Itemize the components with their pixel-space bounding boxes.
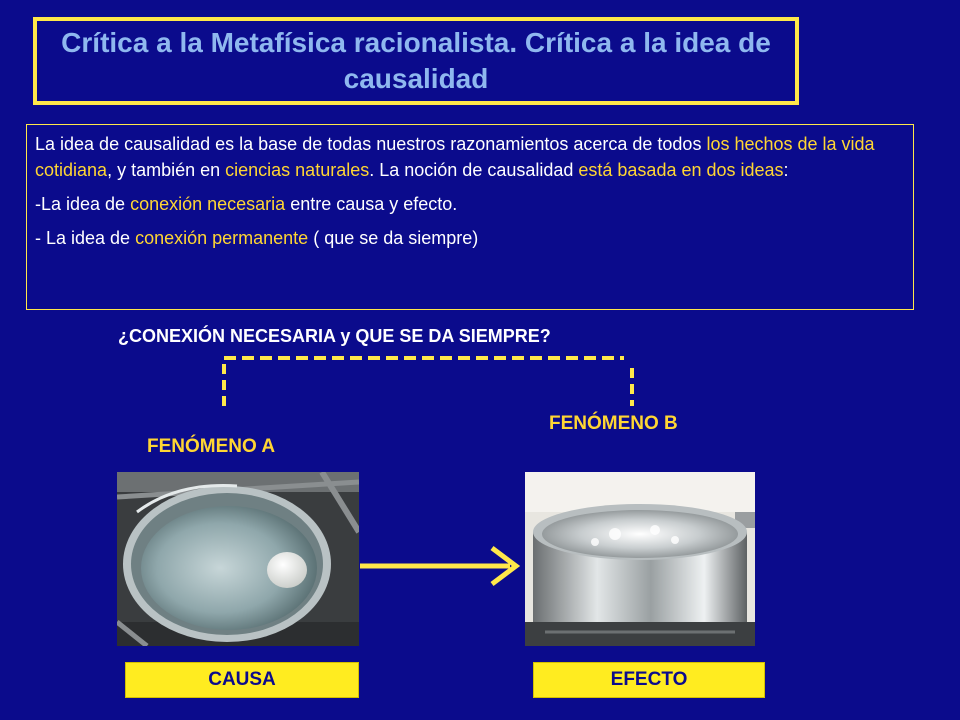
cause-label: CAUSA bbox=[125, 662, 359, 698]
intro-text-1: La idea de causalidad es la base de todas nuestros razonamientos acerca de todos bbox=[35, 134, 707, 154]
highlight-permanent-connection: conexión permanente bbox=[135, 228, 309, 248]
idea2-text-2: ( que se da siempre) bbox=[308, 228, 479, 248]
connection-question: ¿CONEXIÓN NECESARIA y QUE SE DA SIEMPRE? bbox=[118, 326, 551, 346]
boiling-water-photo bbox=[525, 472, 755, 646]
pot-with-egg-photo bbox=[117, 472, 359, 646]
effect-label: EFECTO bbox=[533, 662, 765, 698]
intro-text-3: . La noción de causalidad bbox=[369, 160, 579, 180]
highlight-daily-facts: los hechos de la vida cotidiana bbox=[35, 134, 875, 180]
highlight-necessary-connection: conexión necesaria bbox=[130, 194, 286, 214]
intro-text-2: , y también en bbox=[107, 160, 226, 180]
idea1-text-1: -La idea de bbox=[35, 194, 131, 214]
intro-text-4: : bbox=[783, 160, 789, 180]
page-title: Crítica a la Metafísica racionalista. Crítica a la idea de causalidad bbox=[61, 27, 771, 94]
idea1-text-2: entre causa y efecto. bbox=[285, 194, 458, 214]
phenomenon-b-label: FENÓMENO B bbox=[549, 413, 678, 434]
phenomenon-a-label: FENÓMENO A bbox=[147, 436, 276, 457]
cause-effect-arrow bbox=[360, 548, 516, 584]
highlight-natural-sciences: ciencias naturales bbox=[225, 160, 370, 180]
highlight-two-ideas: está basada en dos ideas bbox=[578, 160, 784, 180]
idea2-text-1: - La idea de bbox=[35, 228, 136, 248]
